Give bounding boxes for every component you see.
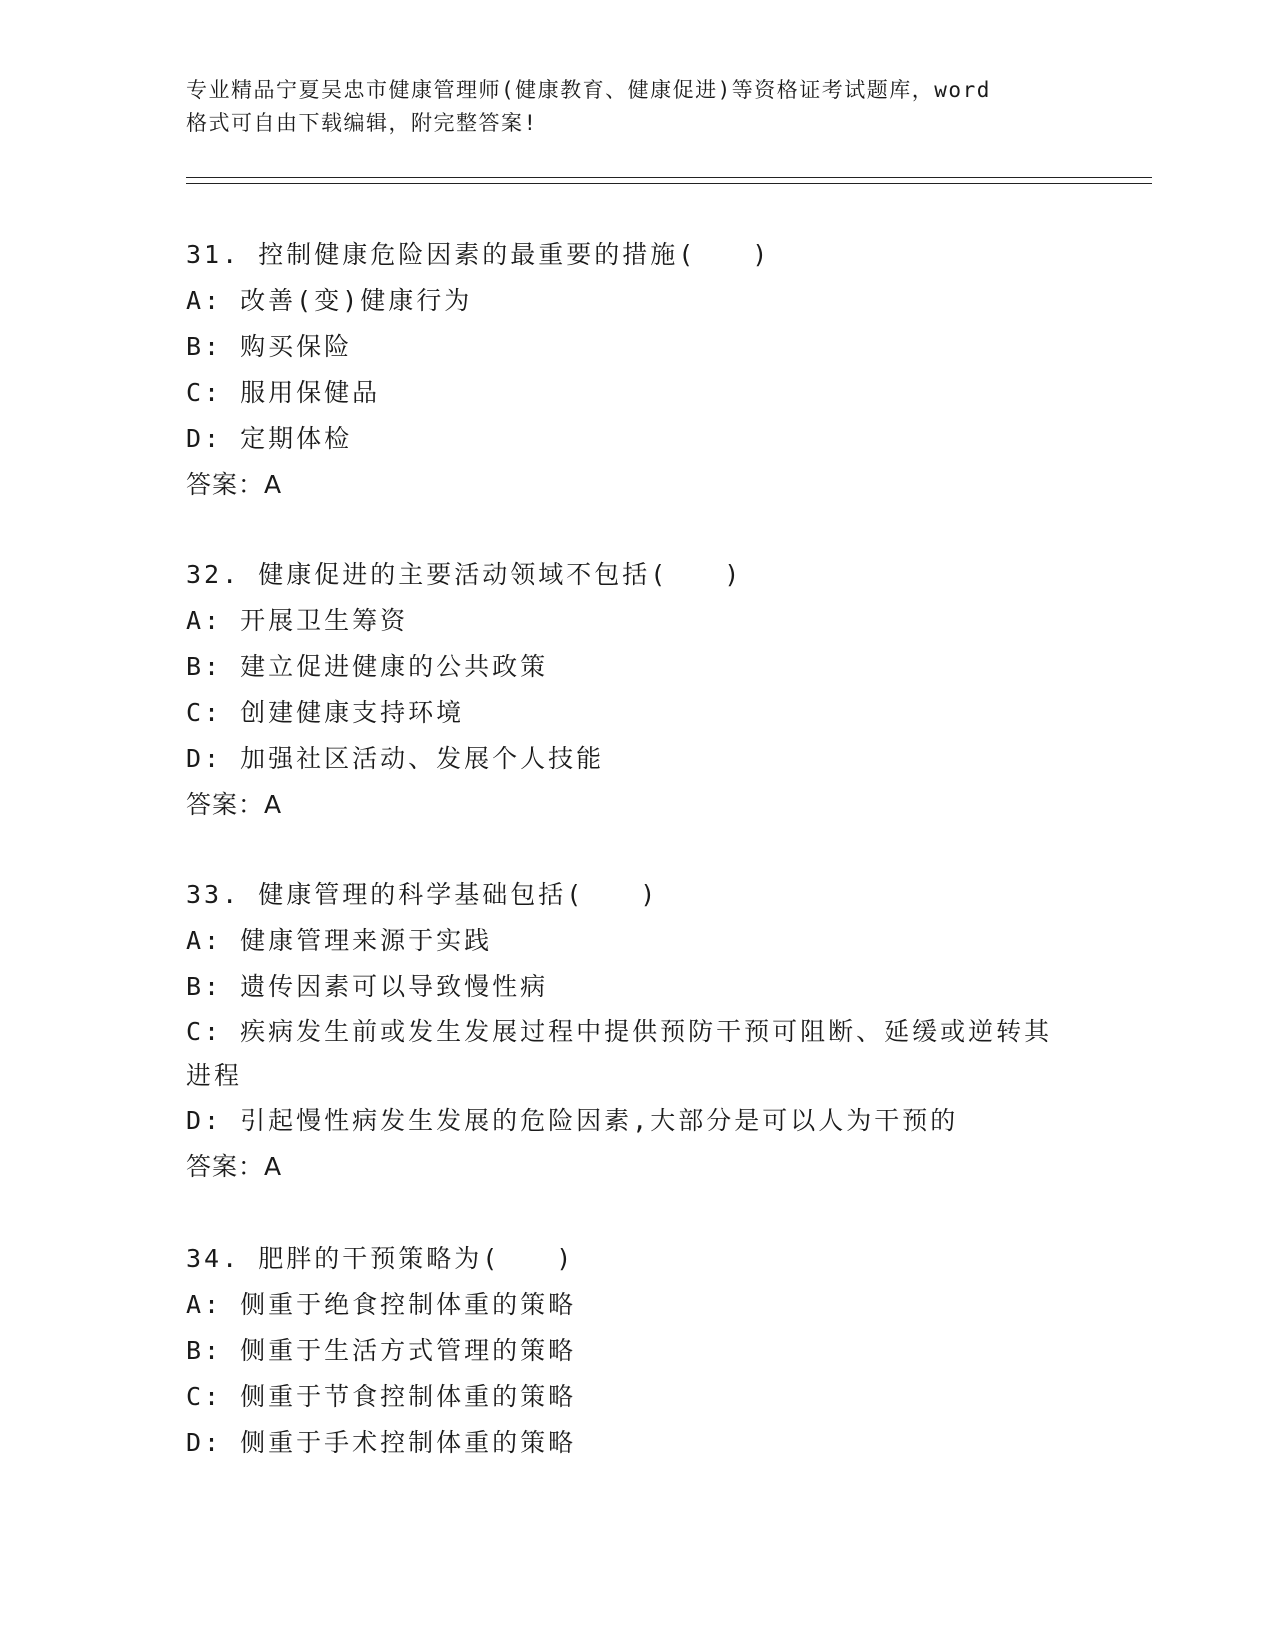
option-b: B: 侧重于生活方式管理的策略 <box>186 1336 577 1365</box>
option-d: D: 加强社区活动、发展个人技能 <box>186 744 605 773</box>
option-d: D: 引起慢性病发生发展的危险因素,大部分是可以人为干预的 <box>186 1106 959 1135</box>
option-d: D: 定期体检 <box>186 424 353 453</box>
header-divider-bottom <box>186 183 1152 184</box>
option-a: A: 侧重于绝食控制体重的策略 <box>186 1290 577 1319</box>
option-c: C: 服用保健品 <box>186 378 381 407</box>
option-c: C: 疾病发生前或发生发展过程中提供预防干预可阻断、延缓或逆转其进程 <box>186 1017 1053 1090</box>
question-stem: 34. 肥胖的干预策略为( ) <box>186 1244 575 1273</box>
option-c: C: 侧重于节食控制体重的策略 <box>186 1382 577 1411</box>
answer-label: 答案：A <box>186 790 283 819</box>
question-33 <box>186 872 1086 1190</box>
question-34 <box>186 1236 1086 1466</box>
question-32 <box>186 552 1086 828</box>
option-c: C: 创建健康支持环境 <box>186 698 465 727</box>
question-31 <box>186 232 1086 508</box>
document-header <box>186 74 1066 140</box>
question-stem: 31. 控制健康危险因素的最重要的措施( ) <box>186 240 771 269</box>
option-b: B: 遗传因素可以导致慢性病 <box>186 972 549 1001</box>
option-a: A: 改善(变)健康行为 <box>186 286 473 315</box>
header-divider-top <box>186 177 1152 178</box>
question-stem: 32. 健康促进的主要活动领域不包括( ) <box>186 560 743 589</box>
option-b: B: 建立促进健康的公共政策 <box>186 652 549 681</box>
header-line-1: 专业精品宁夏吴忠市健康管理师(健康教育、健康促进)等资格证考试题库，word <box>186 78 991 102</box>
question-stem: 33. 健康管理的科学基础包括( ) <box>186 880 659 909</box>
option-b: B: 购买保险 <box>186 332 353 361</box>
option-a: A: 开展卫生筹资 <box>186 606 409 635</box>
option-d: D: 侧重于手术控制体重的策略 <box>186 1428 577 1457</box>
answer-label: 答案：A <box>186 470 283 499</box>
option-a: A: 健康管理来源于实践 <box>186 926 493 955</box>
header-line-2: 格式可自由下载编辑，附完整答案! <box>186 111 538 135</box>
answer-label: 答案：A <box>186 1152 283 1181</box>
